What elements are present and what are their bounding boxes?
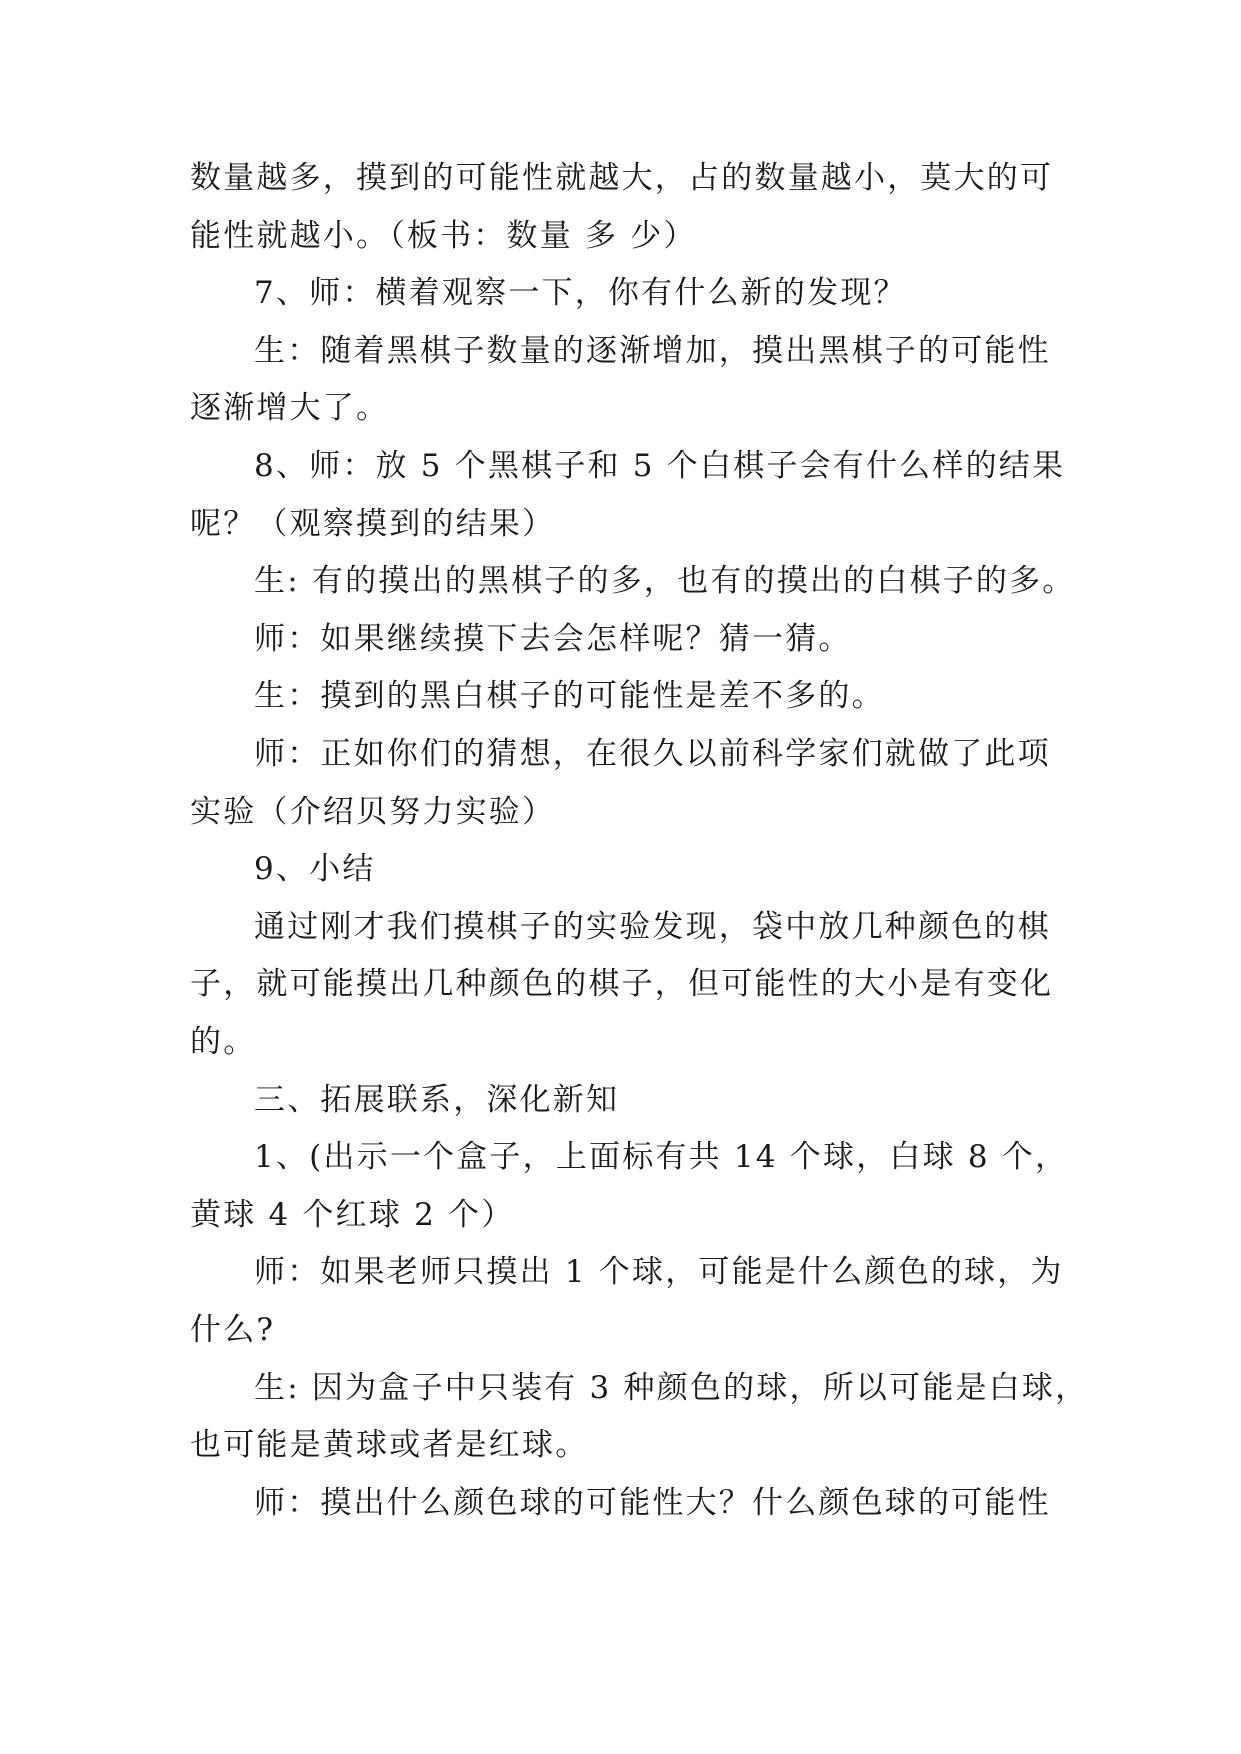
text-line: 黄球 4 个红球 2 个） — [190, 1197, 515, 1233]
text-line: 三、拓展联系，深化新知 — [254, 1082, 620, 1118]
text-line: 数量越多，摸到的可能性就越大，占的数量越小，莫大的可 — [190, 160, 1054, 196]
text-line: 师：正如你们的猜想，在很久以前科学家们就做了此项 — [254, 736, 1051, 772]
text-line: 1、(出示一个盒子，上面标有共 14 个球，白球 8 个， — [254, 1139, 1069, 1175]
text-line: 也可能是黄球或者是红球。 — [190, 1427, 589, 1463]
text-line: 生: 有的摸出的黑棋子的多，也有的摸出的白棋子的多。 — [254, 563, 1076, 599]
text-line: 实验（介绍贝努力实验） — [190, 794, 556, 830]
text-line: 生：摸到的黑白棋子的可能性是差不多的。 — [254, 678, 885, 714]
text-line: 师：如果老师只摸出 1 个球，可能是什么颜色的球，为 — [254, 1254, 1064, 1290]
text-line: 7、师：横着观察一下，你有什么新的发现？ — [254, 275, 907, 311]
text-line: 生：随着黑棋子数量的逐渐增加，摸出黑棋子的可能性 — [254, 333, 1051, 369]
text-line: 师：如果继续摸下去会怎样呢？猜一猜。 — [254, 621, 852, 657]
text-line: 9、小结 — [254, 851, 376, 887]
text-line: 逐渐增大了。 — [190, 390, 390, 426]
text-line: 子，就可能摸出几种颜色的棋子，但可能性的大小是有变化 — [190, 966, 1054, 1002]
text-line: 什么? — [190, 1312, 276, 1348]
text-line: 的。 — [190, 1024, 257, 1060]
text-line: 能性就越小。（板书：数量 多 少） — [190, 218, 697, 254]
text-line: 呢？（观察摸到的结果） — [190, 506, 556, 542]
text-line: 生: 因为盒子中只装有 3 种颜色的球，所以可能是白球， — [254, 1370, 1089, 1406]
text-line: 8、师：放 5 个黑棋子和 5 个白棋子会有什么样的结果 — [254, 448, 1066, 484]
text-line: 通过刚才我们摸棋子的实验发现，袋中放几种颜色的棋 — [254, 909, 1051, 945]
text-line: 师：摸出什么颜色球的可能性大？什么颜色球的可能性 — [254, 1485, 1051, 1521]
